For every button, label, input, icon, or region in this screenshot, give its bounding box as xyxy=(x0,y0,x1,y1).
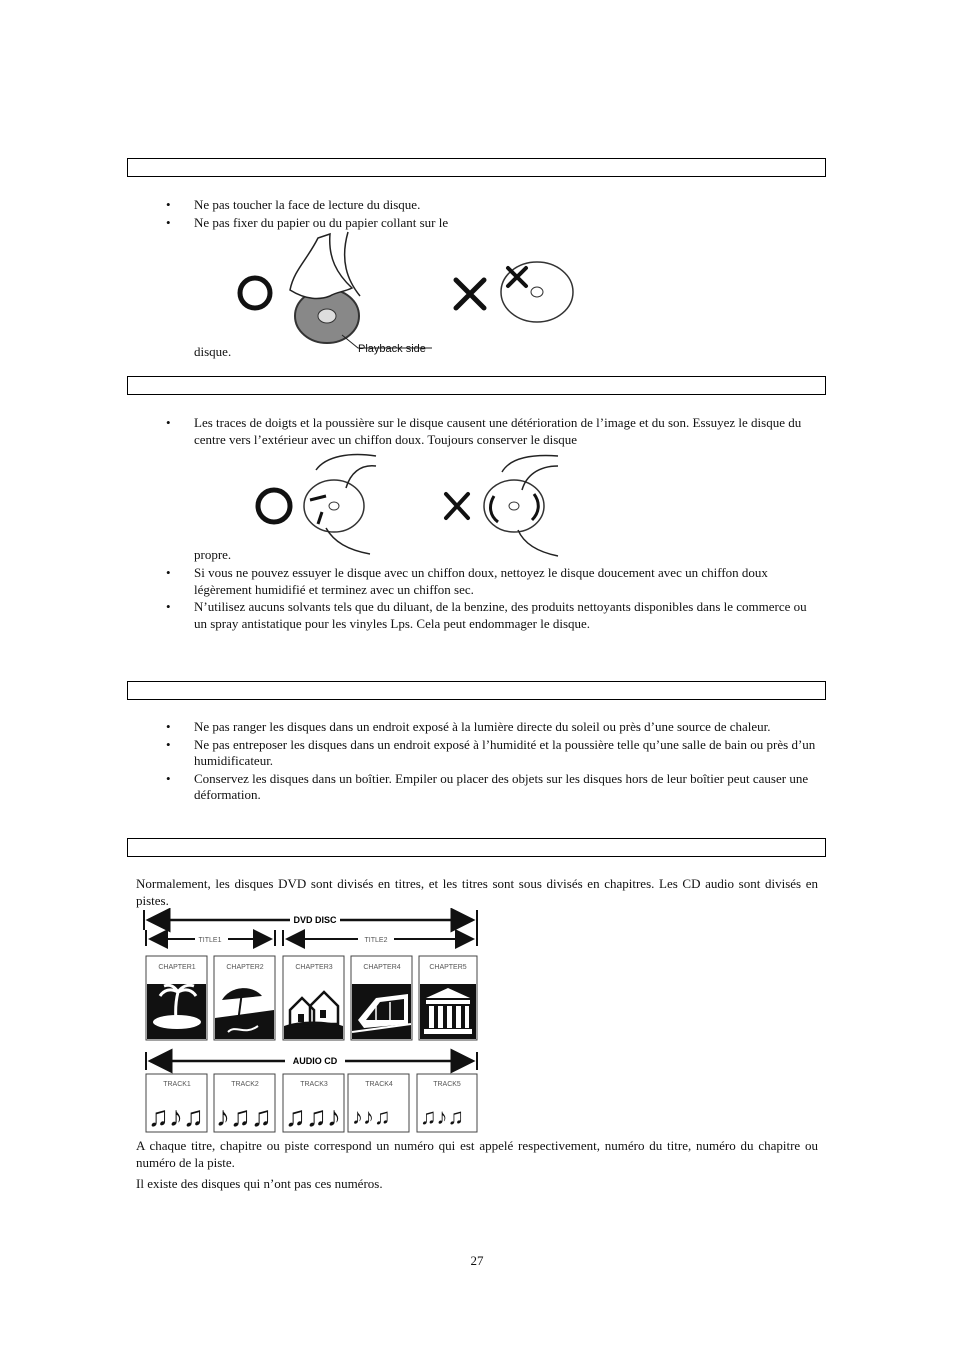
disc-icon xyxy=(304,480,364,532)
section-header-box xyxy=(127,376,826,395)
list-item: • N’utilisez aucuns solvants tels que du diluant, de la benzine, des produits nettoyants disponibles dans le commerce ou un spray antistatique pour les vinyles Lps. Cela peut endommager le disque. xyxy=(166,599,816,632)
music-notes-icon: ♫♫♪ xyxy=(285,1101,341,1132)
disc-icon xyxy=(484,480,544,532)
storage-list xyxy=(166,719,816,805)
disc-structure-diagram xyxy=(140,908,485,1136)
chapter1-label: CHAPTER1 xyxy=(158,964,196,971)
continuation-text: propre. xyxy=(194,547,232,562)
palm-island-icon xyxy=(147,984,206,1039)
list-item: • Ne pas ranger les disques dans un endroit exposé à la lumière directe du soleil ou près d’une source de chaleur. xyxy=(166,719,816,736)
chapter2-label: CHAPTER2 xyxy=(226,964,264,971)
audio-cd-label: AUDIO CD xyxy=(292,1056,338,1066)
hand-icon xyxy=(290,234,352,298)
temple-icon xyxy=(420,984,476,1039)
music-notes-icon: ♪♪♫ xyxy=(352,1104,391,1129)
list-item: • Ne pas entreposer les disques dans un endroit exposé à l’humidité et la poussière telle qu’une salle de bain ou près d’un humidificateur. xyxy=(166,737,816,770)
playback-side-label: Playback side xyxy=(358,343,426,355)
section-header-box xyxy=(127,158,826,177)
music-notes-icon: ♪♫♫ xyxy=(216,1101,272,1132)
track5-label: TRACK5 xyxy=(433,1081,461,1088)
section-header-box xyxy=(127,681,826,700)
incorrect-icon xyxy=(456,280,484,308)
numbering-paragraph: A chaque titre, chapitre ou piste correspond un numéro qui est appelé respectivement, numéro du titre, numéro du chapitre ou numéro de la piste. xyxy=(136,1138,818,1170)
houses-icon xyxy=(284,984,343,1039)
cleaning-list xyxy=(166,565,816,633)
section-header-box xyxy=(127,838,826,857)
correct-icon xyxy=(240,278,270,308)
chapter5-label: CHAPTER5 xyxy=(429,964,467,971)
train-icon xyxy=(352,984,411,1039)
list-item: • Les traces de doigts et la poussière sur le disque causent une détérioration de l’image et du son. Essuyez le disque du centre vers l’extérieur avec un chiffon doux. Toujours conserver le disque xyxy=(166,415,816,448)
list-item: • Conservez les disques dans un boîtier. Empiler ou placer des objets sur les disques hors de leur boîtier peut causer une déformation. xyxy=(166,771,816,804)
incorrect-icon xyxy=(446,494,468,518)
track1-label: TRACK1 xyxy=(163,1081,191,1088)
cleaning-list xyxy=(166,415,816,449)
track4-label: TRACK4 xyxy=(365,1081,393,1088)
no-numbers-paragraph: Il existe des disques qui n’ont pas ces numéros. xyxy=(136,1176,383,1191)
track2-label: TRACK2 xyxy=(231,1081,259,1088)
list-item: • Si vous ne pouvez essuyer le disque avec un chiffon doux, nettoyez le disque doucement avec un chiffon doux légèrement humidifié et terminez avec un chiffon sec. xyxy=(166,565,816,598)
intro-paragraph: Normalement, les disques DVD sont divisés en titres, et les titres sont sous divisés en chapitres. Les CD audio sont divisés en pistes. xyxy=(136,876,818,908)
beach-umbrella-icon xyxy=(215,984,274,1039)
chapter3-label: CHAPTER3 xyxy=(295,964,333,971)
correct-icon xyxy=(258,490,290,522)
music-notes-icon: ♫♪♫ xyxy=(420,1104,464,1129)
chapter4-label: CHAPTER4 xyxy=(363,964,401,971)
page-number: 27 xyxy=(470,1253,484,1268)
track3-label: TRACK3 xyxy=(300,1081,328,1088)
title1-label: TITLE1 xyxy=(198,937,222,944)
handling-list xyxy=(166,197,816,232)
handling-figure xyxy=(232,230,582,358)
list-item: • Ne pas fixer du papier ou du papier collant sur le xyxy=(166,215,816,232)
dvd-disc-label: DVD DISC xyxy=(293,915,337,925)
continuation-text: disque. xyxy=(194,344,232,359)
music-notes-icon: ♫♪♫ xyxy=(148,1101,204,1132)
title2-label: TITLE2 xyxy=(364,937,388,944)
list-item: • Ne pas toucher la face de lecture du disque. xyxy=(166,197,816,214)
cleaning-figure xyxy=(234,450,574,560)
